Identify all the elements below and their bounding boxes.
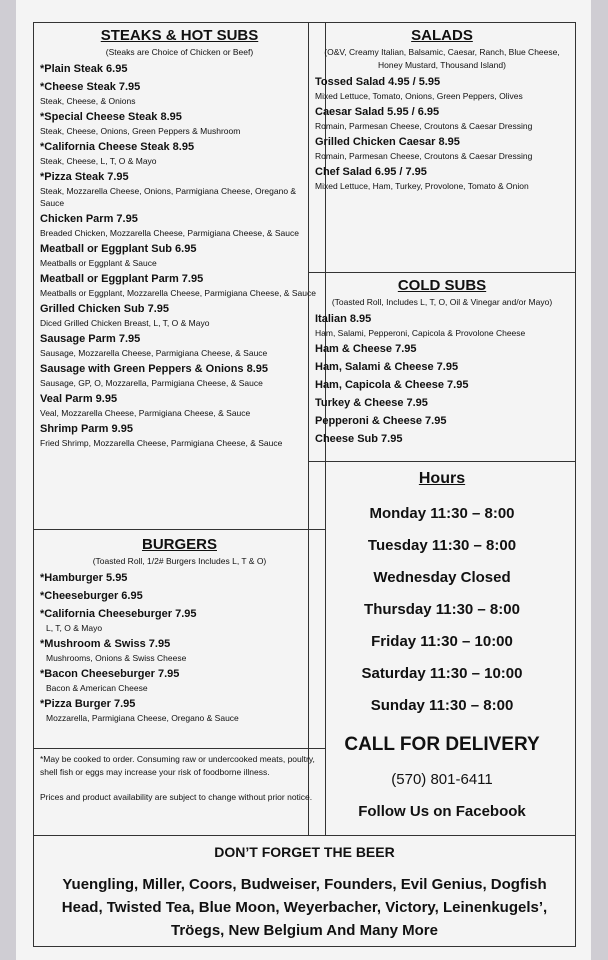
burgers-title: BURGERS xyxy=(141,536,217,553)
hours-row-saturday: Saturday 11:30 – 10:00 xyxy=(361,665,523,682)
menu-item-name: Italian 8.95 xyxy=(315,313,372,325)
menu-item xyxy=(40,302,319,329)
menu-item xyxy=(40,362,319,389)
menu-item-name: Ham, Salami & Cheese 7.95 xyxy=(315,361,459,373)
menu-item-name: *Plain Steak 6.95 xyxy=(40,63,128,75)
cold-subs-note: (Toasted Roll, Includes L, T, O, Oil & Vinegar and/or Mayo) xyxy=(331,297,553,307)
menu-sheet xyxy=(16,0,591,960)
menu-item-desc: Romain, Parmesan Cheese, Croutons & Caesar Dressing xyxy=(315,121,533,131)
disclaimer-health: *May be cooked to order. Consuming raw or undercooked meats, poultry, shell fish or eggs may increase your risk of foodborne illness. xyxy=(40,754,315,777)
burgers-section xyxy=(33,529,326,749)
menu-item-desc: Diced Grilled Chicken Breast, L, T, O & Mayo xyxy=(40,318,210,328)
hours-row-monday: Monday 11:30 – 8:00 xyxy=(369,505,515,522)
hours-title: Hours xyxy=(418,470,466,487)
menu-item xyxy=(40,272,319,299)
menu-item-desc: Steak, Cheese, Onions, Green Peppers & Mushroom xyxy=(40,126,241,136)
menu-item-name: Ham & Cheese 7.95 xyxy=(315,343,417,355)
menu-item-desc: Ham, Salami, Pepperoni, Capicola & Provolone Cheese xyxy=(315,328,526,338)
menu-item-name: Chicken Parm 7.95 xyxy=(40,213,138,225)
menu-item xyxy=(315,414,569,429)
hours-row-friday: Friday 11:30 – 10:00 xyxy=(371,633,513,650)
menu-item-name: Chef Salad 6.95 / 7.95 xyxy=(315,166,427,178)
menu-item xyxy=(40,571,319,586)
salads-section xyxy=(308,22,576,273)
menu-item-desc: Sausage, Mozzarella Cheese, Parmigiana Cheese, & Sauce xyxy=(40,348,268,358)
cold-subs-title: COLD SUBS xyxy=(397,277,487,294)
hours-section xyxy=(308,461,576,836)
menu-item-name: Veal Parm 9.95 xyxy=(40,393,118,405)
menu-item xyxy=(40,80,319,107)
disclaimer-prices: Prices and product availability are subject to change without prior notice. xyxy=(40,792,313,802)
menu-item-name: *California Cheese Steak 8.95 xyxy=(40,141,195,153)
menu-item-name: *Pizza Burger 7.95 xyxy=(40,698,136,710)
menu-item-desc: Meatballs or Eggplant & Sauce xyxy=(40,258,157,268)
phone-number[interactable]: (570) 801-6411 xyxy=(391,771,493,788)
menu-item xyxy=(40,62,319,77)
menu-item-desc: L, T, O & Mayo xyxy=(46,623,103,633)
menu-item-name: Shrimp Parm 9.95 xyxy=(40,423,133,435)
menu-item-name: Cheese Sub 7.95 xyxy=(315,433,403,445)
menu-item xyxy=(315,396,569,411)
menu-item xyxy=(315,135,569,162)
beer-list: Yuengling, Miller, Coors, Budweiser, Founders, Evil Genius, Dogfish Head, Twisted Tea, Blue Moon, Weyerbacher, Victory, Leinenkugels’, Tröegs, New Belgium And Many More xyxy=(61,876,548,939)
menu-item-name: Tossed Salad 4.95 / 5.95 xyxy=(315,76,441,88)
menu-item xyxy=(40,637,319,664)
menu-item-desc: Steak, Mozzarella Cheese, Onions, Parmigiana Cheese, Oregano & Sauce xyxy=(40,186,297,208)
steaks-section xyxy=(33,22,326,530)
menu-item-name: *California Cheeseburger 7.95 xyxy=(40,608,197,620)
menu-item-name: Meatball or Eggplant Sub 6.95 xyxy=(40,243,197,255)
cold-subs-list xyxy=(315,312,569,447)
menu-item-name: Pepperoni & Cheese 7.95 xyxy=(315,415,447,427)
menu-item xyxy=(40,697,319,724)
menu-item xyxy=(40,589,319,604)
menu-item-name: Meatball or Eggplant Parm 7.95 xyxy=(40,273,204,285)
menu-item xyxy=(40,140,319,167)
menu-item-name: *Cheese Steak 7.95 xyxy=(40,81,141,93)
hours-row-tuesday: Tuesday 11:30 – 8:00 xyxy=(367,537,517,554)
beer-title: DON’T FORGET THE BEER xyxy=(214,844,395,860)
menu-item xyxy=(40,332,319,359)
menu-item xyxy=(40,422,319,449)
menu-item-desc: Breaded Chicken, Mozzarella Cheese, Parmigiana Cheese, & Sauce xyxy=(40,228,299,238)
menu-item-desc: Sausage, GP, O, Mozzarella, Parmigiana Cheese, & Sauce xyxy=(40,378,263,388)
facebook-link[interactable]: Follow Us on Facebook xyxy=(358,803,526,820)
menu-item-name: Grilled Chicken Caesar 8.95 xyxy=(315,136,460,148)
salads-note: (O&V, Creamy Italian, Balsamic, Caesar, Ranch, Blue Cheese, Honey Mustard, Thousand Island) xyxy=(324,47,560,70)
hours-row-wednesday: Wednesday Closed xyxy=(373,569,511,586)
delivery-heading: CALL FOR DELIVERY xyxy=(344,734,540,755)
menu-item-desc: Mushrooms, Onions & Swiss Cheese xyxy=(46,653,187,663)
salads-title: SALADS xyxy=(411,27,473,44)
steaks-title: STEAKS & HOT SUBS xyxy=(100,27,259,44)
steaks-list xyxy=(40,62,319,449)
menu-item-desc: Romain, Parmesan Cheese, Croutons & Caesar Dressing xyxy=(315,151,533,161)
menu-item-name: *Bacon Cheeseburger 7.95 xyxy=(40,668,180,680)
menu-item-desc: Meatballs or Eggplant, Mozzarella Cheese, Parmigiana Cheese, & Sauce xyxy=(40,288,316,298)
steaks-note: (Steaks are Choice of Chicken or Beef) xyxy=(105,47,254,57)
menu-item-desc: Veal, Mozzarella Cheese, Parmigiana Cheese, & Sauce xyxy=(40,408,251,418)
menu-item-name: *Pizza Steak 7.95 xyxy=(40,171,129,183)
menu-item-name: *Special Cheese Steak 8.95 xyxy=(40,111,182,123)
menu-item-name: Grilled Chicken Sub 7.95 xyxy=(40,303,169,315)
disclaimer-section xyxy=(33,748,326,836)
menu-item xyxy=(315,360,569,375)
menu-item xyxy=(40,392,319,419)
cold-subs-section xyxy=(308,272,576,462)
menu-item xyxy=(40,110,319,137)
hours-row-thursday: Thursday 11:30 – 8:00 xyxy=(364,601,520,618)
burgers-list xyxy=(40,571,319,724)
menu-item xyxy=(315,165,569,192)
menu-item-name: *Mushroom & Swiss 7.95 xyxy=(40,638,171,650)
menu-item-name: Turkey & Cheese 7.95 xyxy=(315,397,428,409)
menu-item-desc: Fried Shrimp, Mozzarella Cheese, Parmigiana Cheese, & Sauce xyxy=(40,438,283,448)
menu-item xyxy=(315,105,569,132)
menu-item xyxy=(40,667,319,694)
menu-item-name: Sausage with Green Peppers & Onions 8.95 xyxy=(40,363,269,375)
menu-item-name: Ham, Capicola & Cheese 7.95 xyxy=(315,379,469,391)
menu-item xyxy=(315,312,569,339)
hours-row-sunday: Sunday 11:30 – 8:00 xyxy=(370,697,514,714)
menu-item xyxy=(40,170,319,209)
menu-item xyxy=(315,75,569,102)
menu-item-desc: Bacon & American Cheese xyxy=(46,683,148,693)
burgers-note: (Toasted Roll, 1/2# Burgers Includes L, T & O) xyxy=(92,556,267,566)
menu-item-desc: Mixed Lettuce, Ham, Turkey, Provolone, Tomato & Onion xyxy=(315,181,529,191)
menu-item xyxy=(315,378,569,393)
menu-item xyxy=(40,607,319,634)
menu-item-desc: Mozzarella, Parmigiana Cheese, Oregano & Sauce xyxy=(46,713,239,723)
menu-item-desc: Steak, Cheese, L, T, O & Mayo xyxy=(40,156,157,166)
menu-item xyxy=(40,212,319,239)
menu-item-name: Sausage Parm 7.95 xyxy=(40,333,141,345)
menu-item-desc: Steak, Cheese, & Onions xyxy=(40,96,136,106)
beer-section xyxy=(33,835,576,947)
menu-item-desc: Mixed Lettuce, Tomato, Onions, Green Peppers, Olives xyxy=(315,91,523,101)
menu-item xyxy=(315,432,569,447)
menu-item xyxy=(315,342,569,357)
menu-item-name: Caesar Salad 5.95 / 6.95 xyxy=(315,106,440,118)
menu-item-name: *Hamburger 5.95 xyxy=(40,572,128,584)
menu-item xyxy=(40,242,319,269)
menu-item-name: *Cheeseburger 6.95 xyxy=(40,590,143,602)
salads-list xyxy=(315,75,569,192)
hours-list xyxy=(315,498,569,722)
